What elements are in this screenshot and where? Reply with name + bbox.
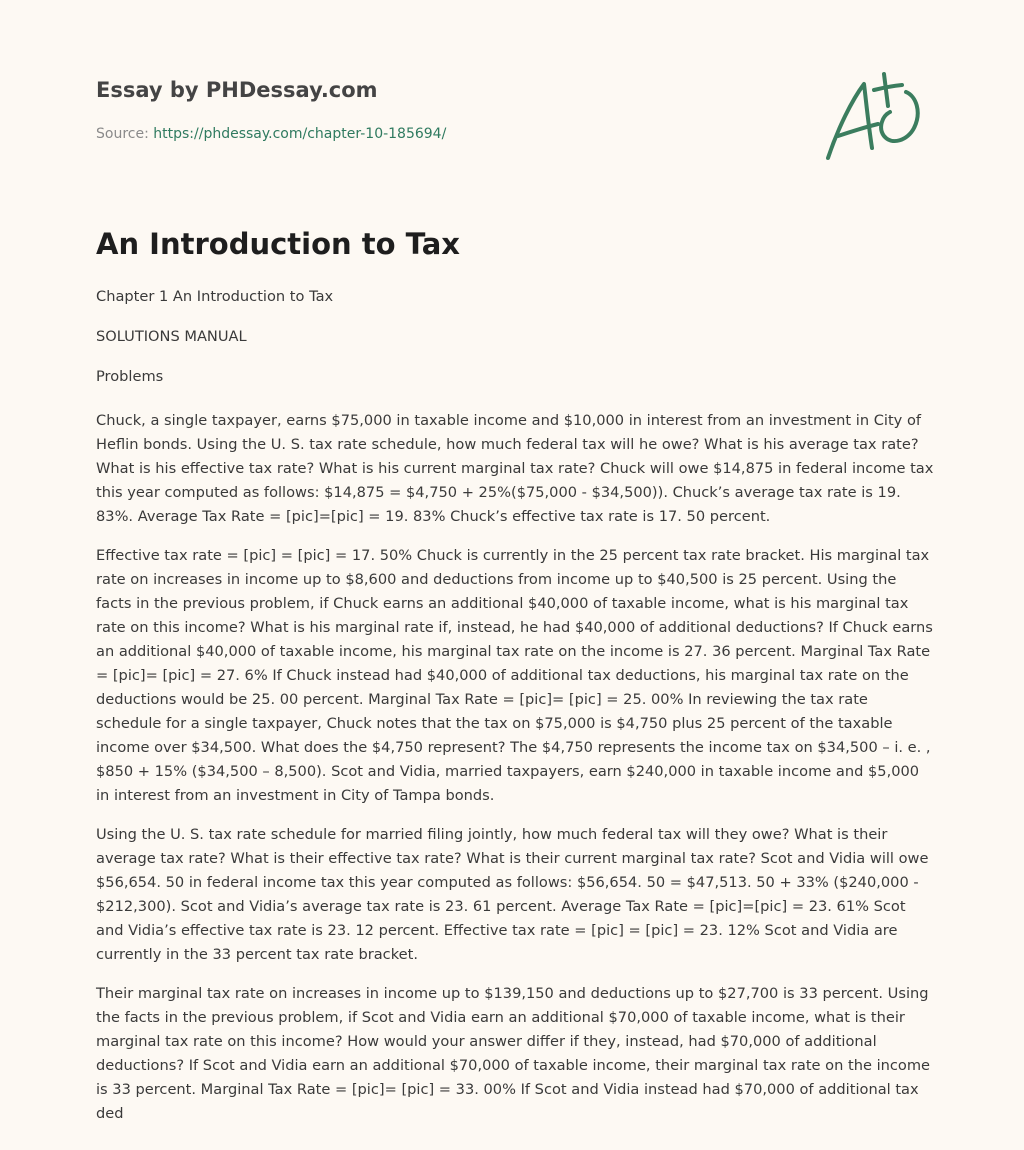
source-link[interactable]: https://phdessay.com/chapter-10-185694/ — [153, 126, 447, 142]
body-paragraph: Their marginal tax rate on increases in income up to $139,150 and deductions up to $27,700 is 33 percent. Using the facts in the previous problem, if Scot and Vidia earn an additional $70,000 of taxable income, what is their marginal tax rate on this income? How would your answer differ if they, instead, had $70,000 of additional deductions? If Scot and Vidia earn an additional $70,000 of taxable income, their marginal tax rate on the income is 33 percent. Marginal Tax Rate = [pic]= [pic] = 33. 00% If Scot and Vidia instead had $70,000 of additional tax ded — [96, 985, 931, 1122]
chapter-heading: Chapter 1 An Introduction to Tax — [96, 288, 334, 305]
site-brand: Essay by PHDessay.com — [96, 78, 378, 102]
header — [96, 76, 656, 144]
body-paragraph: Using the U. S. tax rate schedule for married filing jointly, how much federal tax will they owe? What is their average tax rate? What is their effective tax rate? What is their current marginal tax rate? Scot and Vidia will owe $56,654. 50 in federal income tax this year computed as follows: $56,654. 50 = $47,513. 50 + 33% ($240,000 - $212,300). Scot and Vidia’s average tax rate is 23. 61 percent. Average Tax Rate = [pic]=[pic] = 23. 61% Scot and Vidia’s effective tax rate is 23. 12 percent. Effective tax rate = [pic] = [pic] = 23. 12% Scot and Vidia are currently in the 33 percent tax rate bracket. — [96, 826, 929, 963]
solutions-manual-label: SOLUTIONS MANUAL — [96, 328, 247, 345]
body-paragraph: Effective tax rate = [pic] = [pic] = 17. 50% Chuck is currently in the 25 percent tax rate bracket. His marginal tax rate on increases in income up to $8,600 and deductions from income up to $40,500 is 25 percent. Using the facts in the previous problem, if Chuck earns an additional $40,000 of taxable income, what is his marginal tax rate on this income? What is his marginal rate if, instead, he had $40,000 of additional deductions? If Chuck earns an additional $40,000 of taxable income, his marginal tax rate on the income is 27. 36 percent. Marginal Tax Rate = [pic]= [pic] = 27. 6% If Chuck instead had $40,000 of additional tax deductions, his marginal tax rate on the deductions would be 25. 00 percent. Marginal Tax Rate = [pic]= [pic] = 25. 00% In reviewing the tax rate schedule for a single taxpayer, Chuck notes that the tax on $75,000 is $4,750 plus 25 percent of the taxable income over $34,500. What does the $4,750 represent? The $4,750 represents the income tax on $34,500 – i. e. , $850 + 15% ($34,500 – 8,500). Scot and Vidia, married taxpayers, earn $240,000 in taxable income and $5,000 in interest from an investment in City of Tampa bonds. — [96, 547, 933, 804]
problems-label: Problems — [96, 368, 164, 385]
article-body — [96, 285, 936, 1141]
source-line — [96, 124, 656, 144]
body-paragraph: Chuck, a single taxpayer, earns $75,000 in taxable income and $10,000 in interest from an investment in City of Heflin bonds. Using the U. S. tax rate schedule, how much federal tax will he owe? What is his average tax rate? What is his effective tax rate? What is his current marginal tax rate? Chuck will owe $14,875 in federal income tax this year computed as follows: $14,875 = $4,750 + 25%($75,000 - $34,500)). Chuck’s average tax rate is 19. 83%. Average Tax Rate = [pic]=[pic] = 19. 83% Chuck’s effective tax rate is 17. 50 percent. — [96, 412, 934, 525]
source-label: Source: — [96, 126, 149, 142]
article-title: An Introduction to Tax — [96, 227, 460, 261]
a-plus-logo-icon — [818, 66, 930, 168]
